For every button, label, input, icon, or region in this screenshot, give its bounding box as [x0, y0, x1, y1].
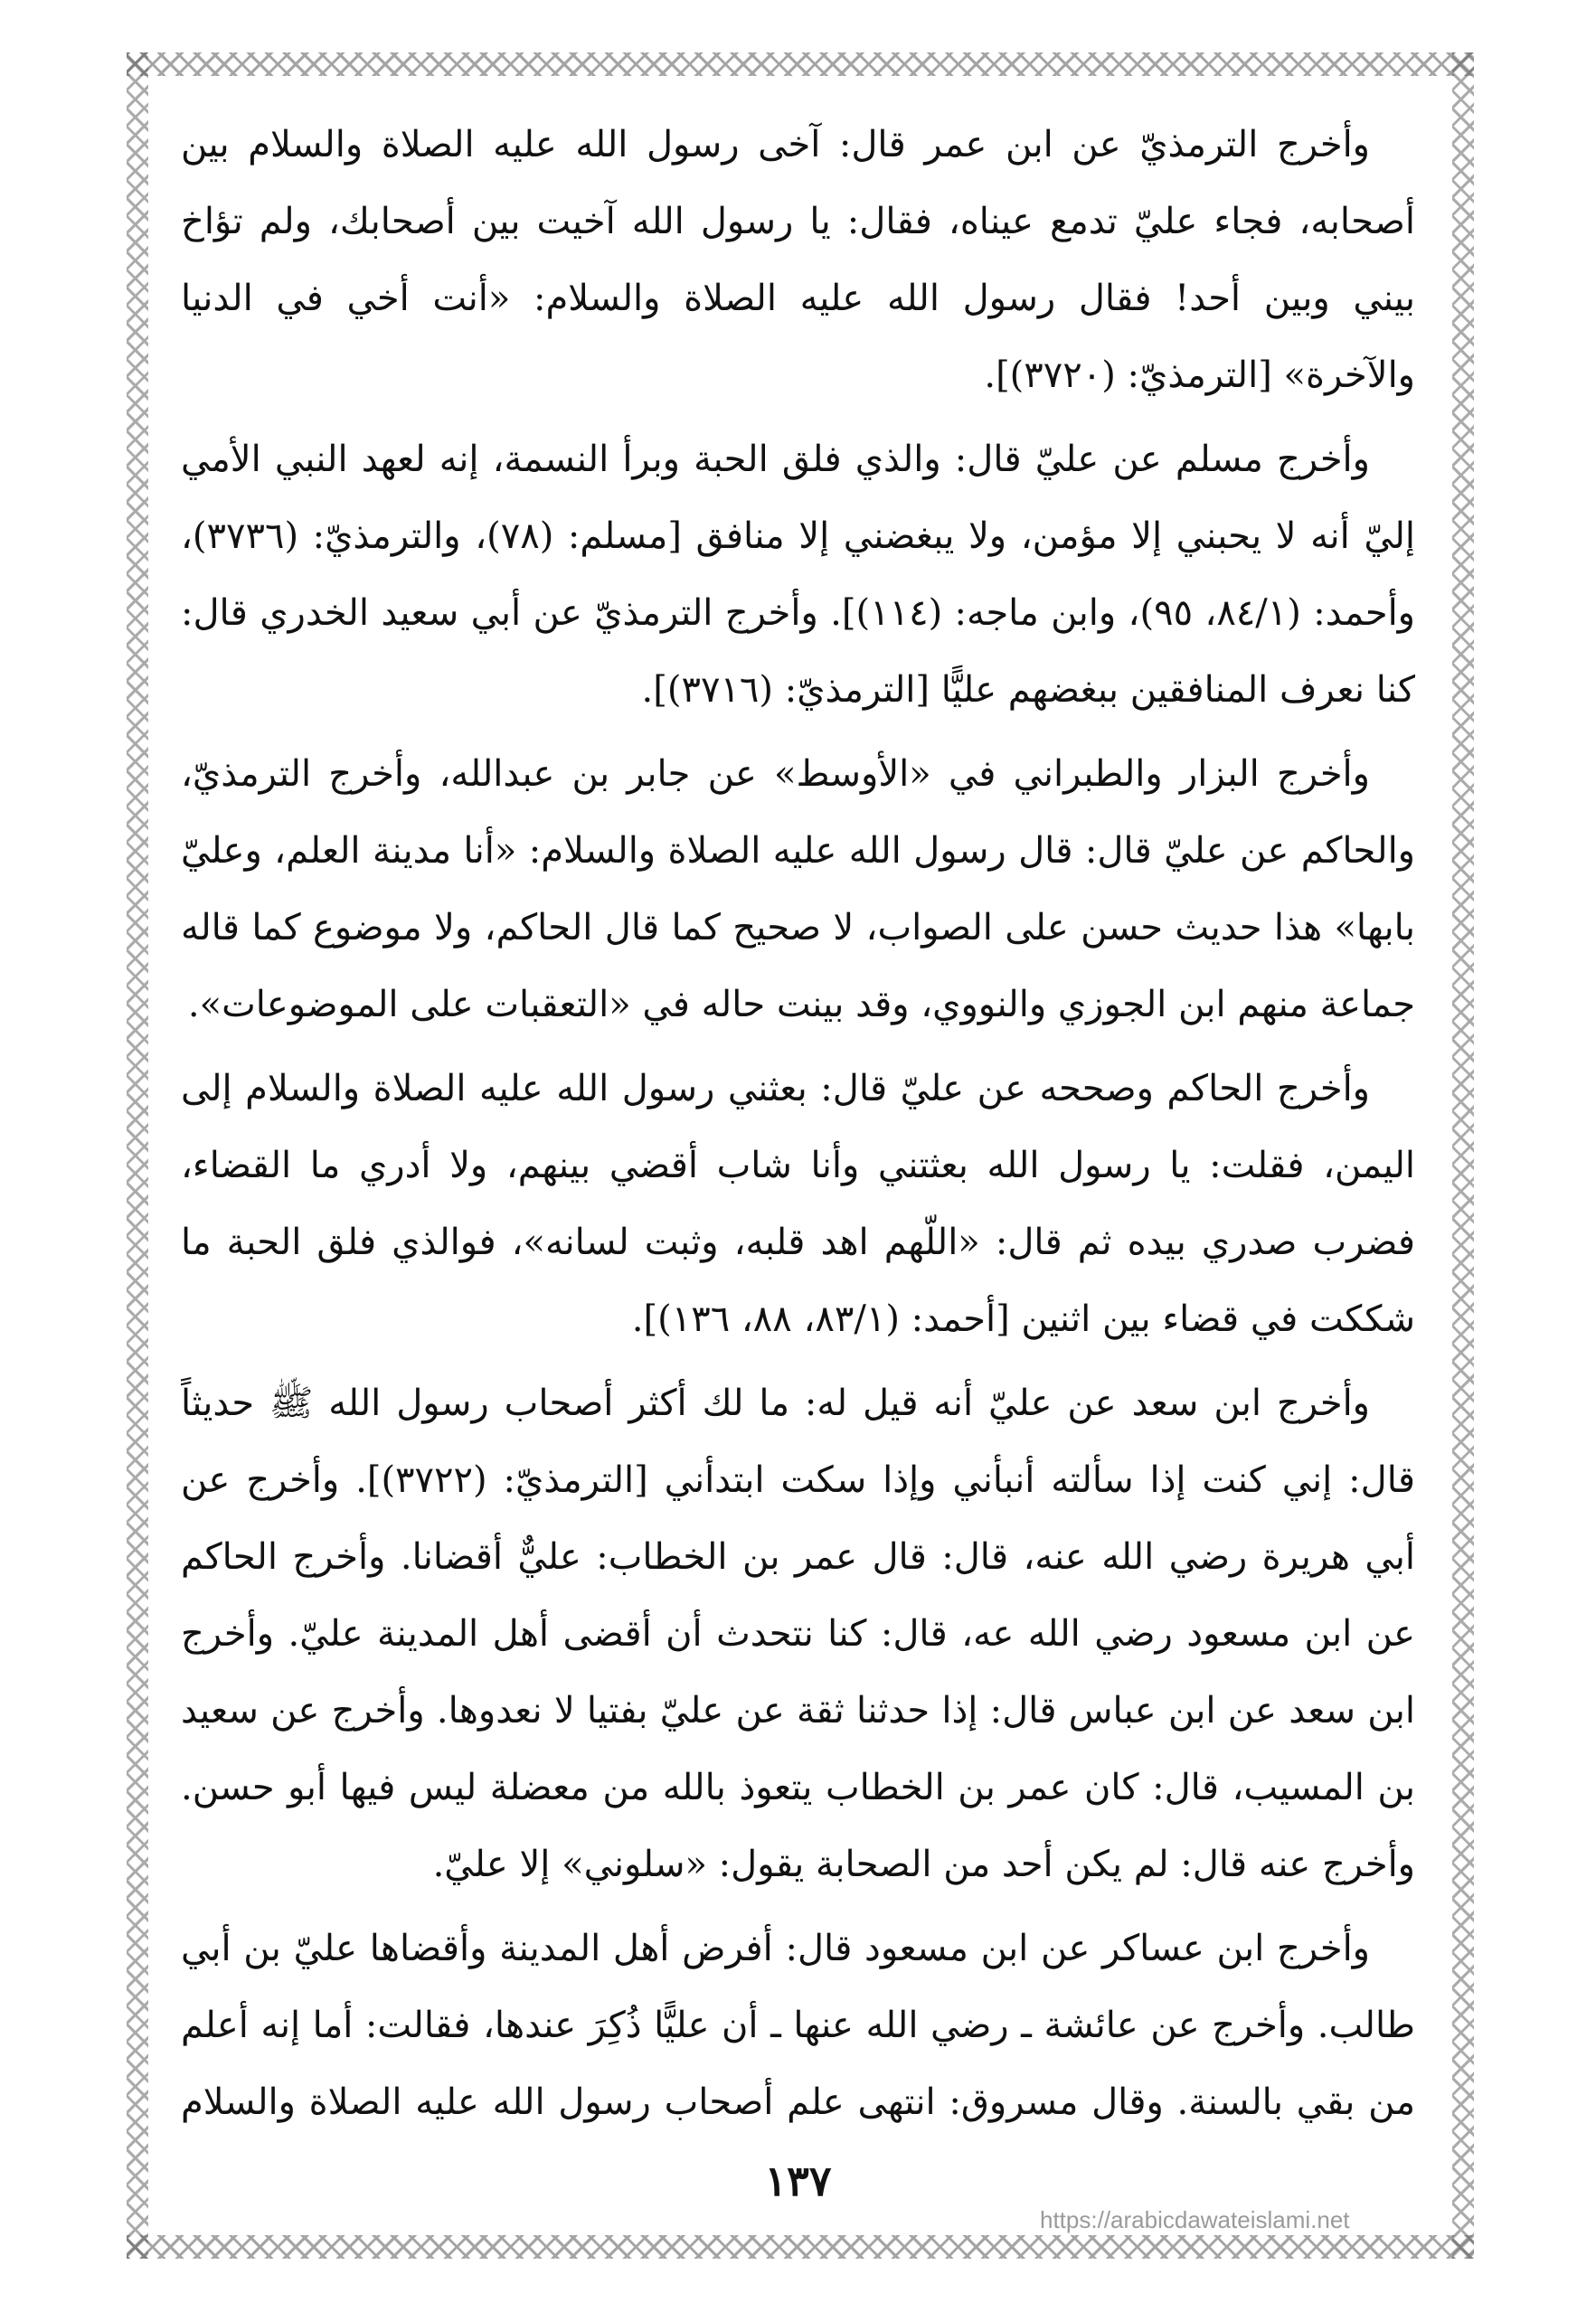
- paragraph-1: وأخرج الترمذيّ عن ابن عمر قال: آخى رسول الله عليه الصلاة والسلام بين أصحابه، فجاء عليّ تدمع عيناه، فقال: يا رسول الله آخيت بين أصحابك، ولم تؤاخ بيني وبين أحد! فقال رسول الله عليه الصلاة والسلام: «أنت أخي في الدنيا والآخرة» [الترمذيّ: (٣٧٢٠)].: [181, 124, 1415, 396]
- border-bottom-ornament: [127, 2235, 1474, 2259]
- border-left-ornament: [127, 52, 148, 2259]
- border-top-ornament: [127, 52, 1474, 76]
- page-number: ١٣٧: [764, 2156, 832, 2205]
- watermark-url: https://arabicdawateislami.net: [1040, 2206, 1350, 2233]
- paragraph-6: وأخرج ابن عساكر عن ابن مسعود قال: أفرض أهل المدينة وأقضاها عليّ بن أبي طالب. وأخرج عن عائشة ـ رضي الله عنها ـ أن عليًّا ذُكِرَ عندها، فقالت: أما إنه أعلم من بقي بالسنة. وقال مسروق: انتهى علم أصحاب رسول الله عليه الصلاة والسلام: [181, 1928, 1415, 2123]
- paragraph-5: وأخرج ابن سعد عن عليّ أنه قيل له: ما لك أكثر أصحاب رسول الله ﷺ حديثاً قال: إني كنت إذا سألته أنبأني وإذا سكت ابتدأني [الترمذيّ: (٣٧٢٢)]. وأخرج عن أبي هريرة رضي الله عنه، قال: قال عمر بن الخطاب: عليٌّ أقضانا. وأخرج الحاكم عن ابن مسعود رضي الله عه، قال: كنا نتحدث أن أقضى أهل المدينة عليّ. وأخرج ابن سعد عن ابن عباس قال: إذا حدثنا ثقة عن عليّ بفتيا لا نعدوها. وأخرج عن سعيد بن المسيب، قال: كان عمر بن الخطاب يتعوذ بالله من معضلة ليس فيها أبو حسن. وأخرج عنه قال: لم يكن أحد من الصحابة يقول: «سلوني» إلا عليّ.: [181, 1382, 1415, 1885]
- paragraph-2: وأخرج مسلم عن عليّ قال: والذي فلق الحبة وبرأ النسمة، إنه لعهد النبي الأمي إليّ أنه لا يحبني إلا مؤمن، ولا يبغضني إلا منافق [مسلم: (٧٨)، والترمذيّ: (٣٧٣٦)، وأحمد: (٨٤/١، ٩٥)، وابن ماجه: (١١٤)]. وأخرج الترمذيّ عن أبي سعيد الخدري قال: كنا نعرف المنافقين ببغضهم عليًّا [الترمذيّ: (٣٧١٦)].: [181, 439, 1415, 711]
- border-right-ornament: [1452, 52, 1474, 2259]
- paragraph-4: وأخرج الحاكم وصححه عن عليّ قال: بعثني رسول الله عليه الصلاة والسلام إلى اليمن، فقلت: يا رسول الله بعثتني وأنا شاب أقضي بينهم، ولا أدري ما القضاء، فضرب صدري بيده ثم قال: «اللّهم اهد قلبه، وثبت لسانه»، فوالذي فلق الحبة ما شككت في قضاء بين اثنين [أحمد: (٨٣/١، ٨٨، ١٣٦)].: [181, 1068, 1415, 1340]
- page-text-body: [181, 107, 1415, 2132]
- paragraph-3: وأخرج البزار والطبراني في «الأوسط» عن جابر بن عبدالله، وأخرج الترمذيّ، والحاكم عن عليّ قال: قال رسول الله عليه الصلاة والسلام: «أنا مدينة العلم، وعليّ بابها» هذا حديث حسن على الصواب، لا صحيح كما قال الحاكم، ولا موضوع كما قاله جماعة منهم ابن الجوزي والنووي، وقد بينت حاله في «التعقبات على الموضوعات».: [181, 753, 1415, 1025]
